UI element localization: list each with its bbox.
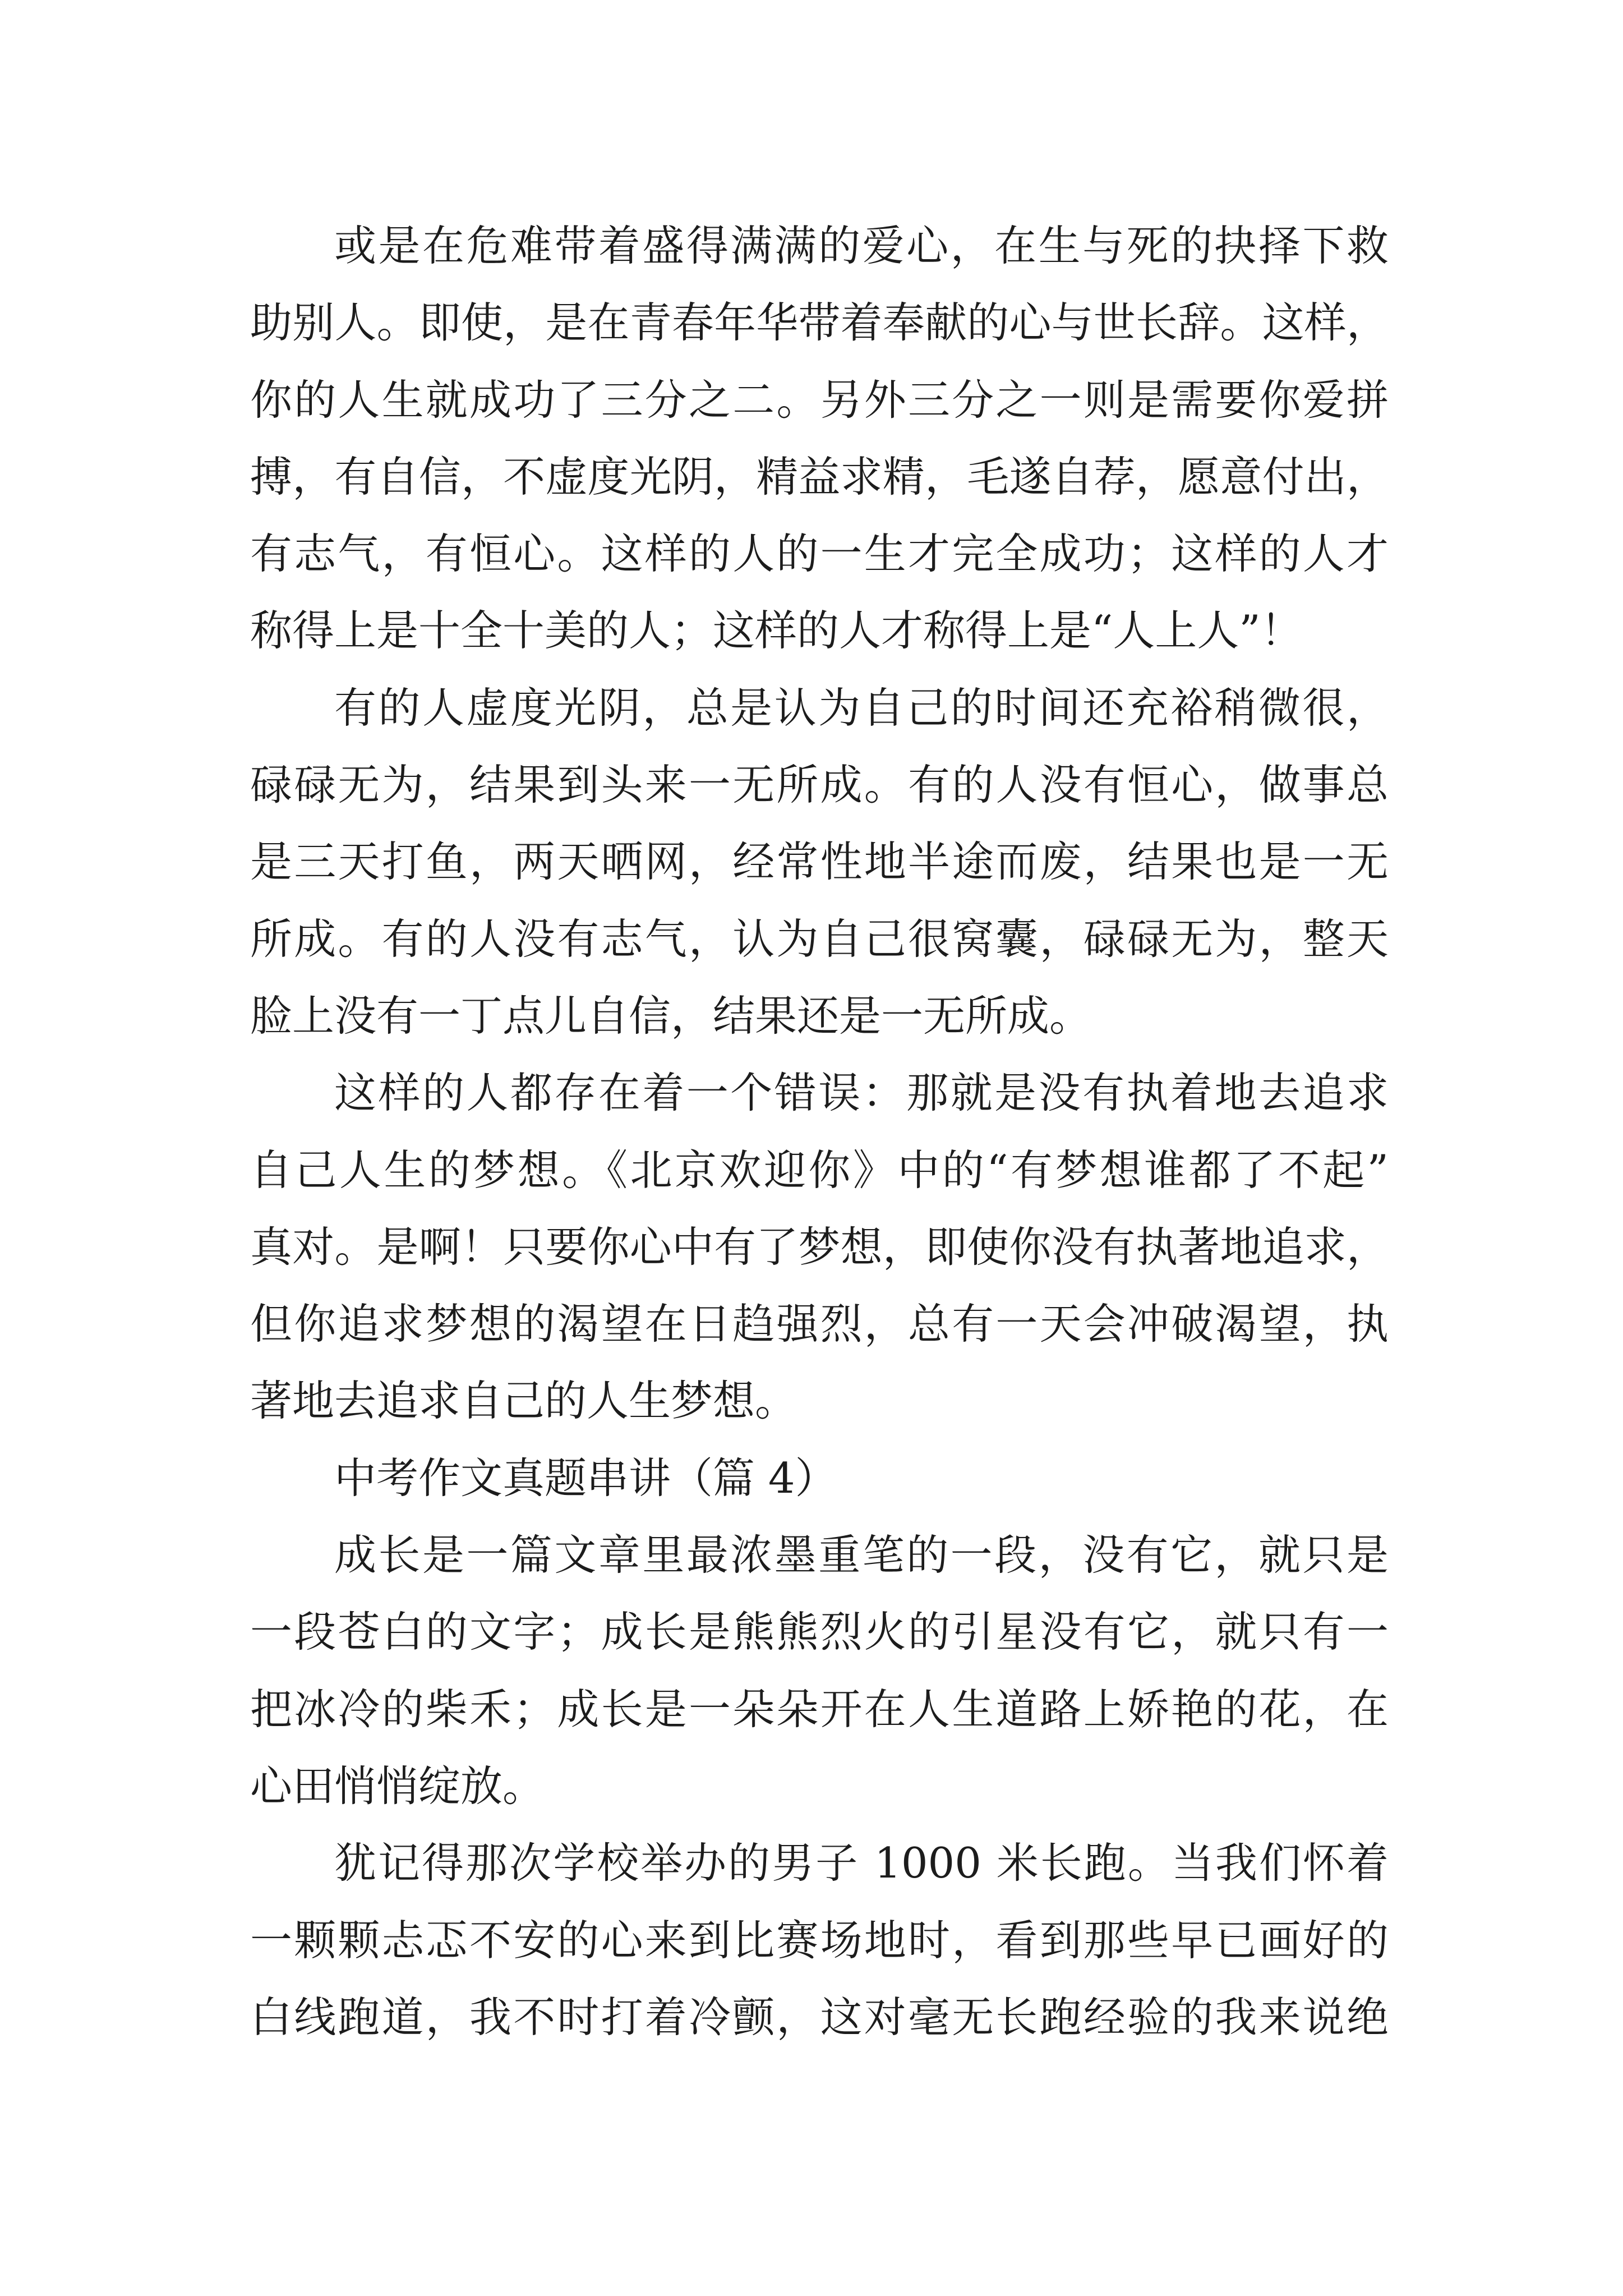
text-line: 是三天打鱼，两天晒网，经常性地半途而废，结果也是一无	[250, 837, 1389, 887]
text-line: 有志气，有恒心。这样的人的一生才完全成功；这样的人才	[250, 529, 1389, 579]
text-line: 但你追求梦想的渴望在日趋强烈，总有一天会冲破渴望，执	[250, 1299, 1389, 1349]
text-line: 著地去追求自己的人生梦想。	[250, 1376, 797, 1426]
text-line: 犹记得那次学校举办的男子 1000 米长跑。当我们怀着	[334, 1838, 1389, 1888]
text-line: 或是在危难带着盛得满满的爱心，在生与死的抉择下救	[334, 221, 1389, 270]
text-line: 一段苍白的文字；成长是熊熊烈火的引星没有它，就只有一	[250, 1607, 1389, 1657]
text-line: 心田悄悄绽放。	[250, 1761, 545, 1811]
paragraph	[250, 1517, 1389, 1825]
paragraph	[250, 1055, 1389, 1439]
text-line: 一颗颗忐忑不安的心来到比赛场地时，看到那些早已画好的	[250, 1915, 1389, 1965]
body-text	[250, 208, 1389, 2056]
paragraph	[250, 208, 1389, 670]
text-line: 助别人。即使，是在青春年华带着奉献的心与世长辞。这样，	[250, 298, 1389, 348]
text-line: 你的人生就成功了三分之二。另外三分之一则是需要你爱拼	[250, 375, 1389, 425]
paragraph	[250, 1825, 1389, 2056]
text-line: 碌碌无为，结果到头来一无所成。有的人没有恒心，做事总	[250, 760, 1389, 810]
text-line: 把冰冷的柴禾；成长是一朵朵开在人生道路上娇艳的花，在	[250, 1684, 1389, 1734]
text-line: 中考作文真题串讲（篇 4）	[334, 1453, 837, 1503]
paragraph	[250, 670, 1389, 1055]
text-line: 称得上是十全十美的人；这样的人才称得上是“人上人”！	[250, 606, 1303, 656]
text-line: 搏，有自信，不虚度光阴，精益求精，毛遂自荐，愿意付出，	[250, 452, 1389, 501]
text-line: 这样的人都存在着一个错误：那就是没有执着地去追求	[334, 1068, 1389, 1118]
paragraph	[250, 1440, 1389, 1517]
text-line: 白线跑道，我不时打着冷颤，这对毫无长跑经验的我来说绝	[250, 1992, 1389, 2042]
text-line: 有的人虚度光阴，总是认为自己的时间还充裕稍微很，	[334, 683, 1389, 733]
text-line: 所成。有的人没有志气，认为自己很窝囊，碌碌无为，整天	[250, 914, 1389, 964]
text-line: 真对。是啊！只要你心中有了梦想，即使你没有执著地追求，	[250, 1222, 1389, 1272]
text-line: 成长是一篇文章里最浓墨重笔的一段，没有它，就只是	[334, 1530, 1389, 1580]
text-line: 自己人生的梦想。《北京欢迎你》中的“有梦想谁都了不起”	[250, 1145, 1389, 1195]
text-line: 脸上没有一丁点儿自信，结果还是一无所成。	[250, 991, 1092, 1041]
